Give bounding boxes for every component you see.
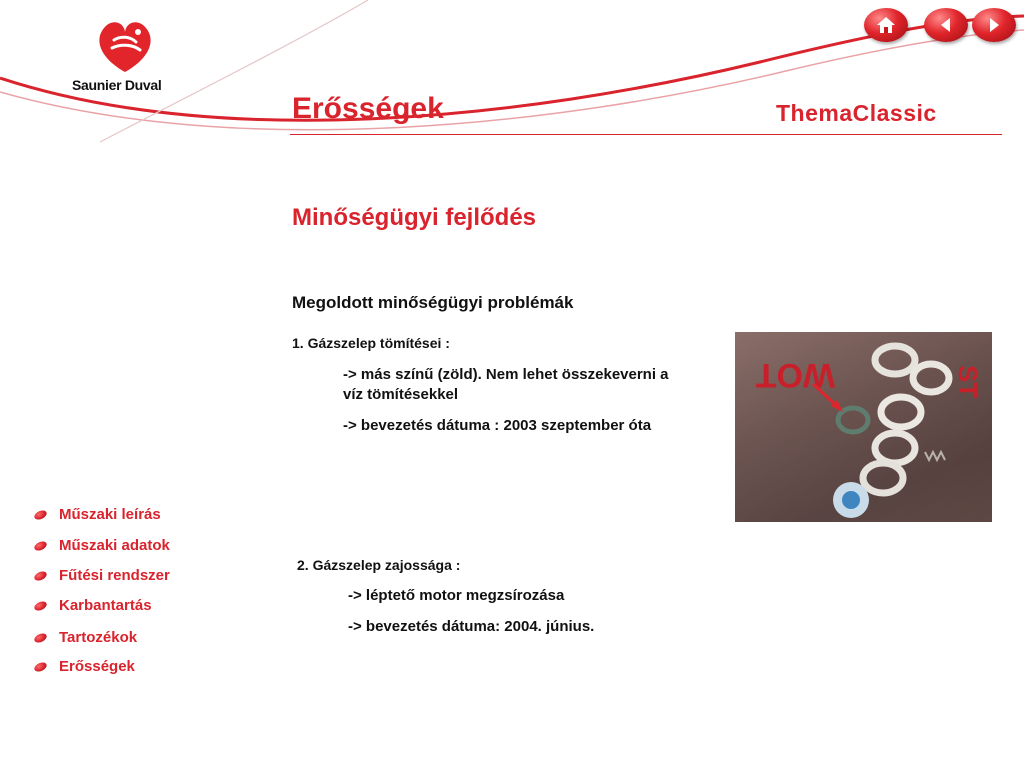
forward-button[interactable] — [972, 8, 1016, 42]
gaskets-illustration — [735, 332, 992, 522]
bullet-icon — [33, 599, 48, 612]
gaskets-photo — [735, 332, 992, 522]
sidebar-item-label: Műszaki adatok — [59, 537, 170, 554]
svg-text:ST: ST — [953, 365, 983, 399]
item-2-line-1: -> léptető motor megzsírozása — [348, 587, 565, 604]
home-icon — [875, 15, 897, 35]
item-1-title: 1. Gázszelep tömítései : — [292, 335, 450, 351]
sidebar-item-label: Erősségek — [59, 658, 135, 675]
sidebar-item-tartozekok[interactable] — [34, 629, 137, 646]
forward-arrow-icon — [985, 16, 1003, 34]
sidebar-item-muszaki-adatok[interactable] — [34, 537, 170, 554]
item-1-line-1: -> más színű (zöld). Nem lehet összekeverni a víz tömítésekkel — [343, 366, 669, 403]
bullet-icon — [33, 631, 48, 644]
item-2-line-2: -> bevezetés dátuma: 2004. június. — [348, 618, 595, 635]
home-button[interactable] — [864, 8, 908, 42]
bullet-icon — [33, 569, 48, 582]
item-2-title: 2. Gázszelep zajossága : — [297, 557, 461, 573]
sidebar-item-label: Fűtési rendszer — [59, 567, 170, 584]
bag-print-text: WOT — [755, 356, 835, 394]
sidebar-item-label: Tartozékok — [59, 629, 138, 646]
back-arrow-icon — [937, 16, 955, 34]
saunier-duval-logo-icon — [90, 14, 160, 74]
bullet-icon — [33, 660, 48, 673]
subheading: Megoldott minőségügyi problémák — [292, 293, 574, 312]
section-title: Minőségügyi fejlődés — [292, 204, 537, 231]
sidebar-item-muszaki-leiras[interactable] — [34, 506, 161, 523]
bullet-icon — [33, 508, 48, 521]
brand-name: ThemaClassic — [776, 100, 937, 126]
sidebar-item-futesi-rendszer[interactable] — [34, 567, 170, 584]
sidebar-item-karbantartas[interactable] — [34, 597, 152, 614]
header-divider — [290, 134, 1002, 135]
sidebar-item-erossegek[interactable] — [34, 658, 135, 675]
item-1-line-2: -> bevezetés dátuma : 2003 szeptember óta — [343, 417, 652, 434]
bullet-icon — [33, 539, 48, 552]
back-button[interactable] — [924, 8, 968, 42]
sidebar-item-label: Karbantartás — [59, 597, 152, 614]
sidebar-item-label: Műszaki leírás — [59, 506, 161, 523]
logo-text: Saunier Duval — [72, 77, 162, 93]
page-title: Erősségek — [292, 92, 444, 125]
